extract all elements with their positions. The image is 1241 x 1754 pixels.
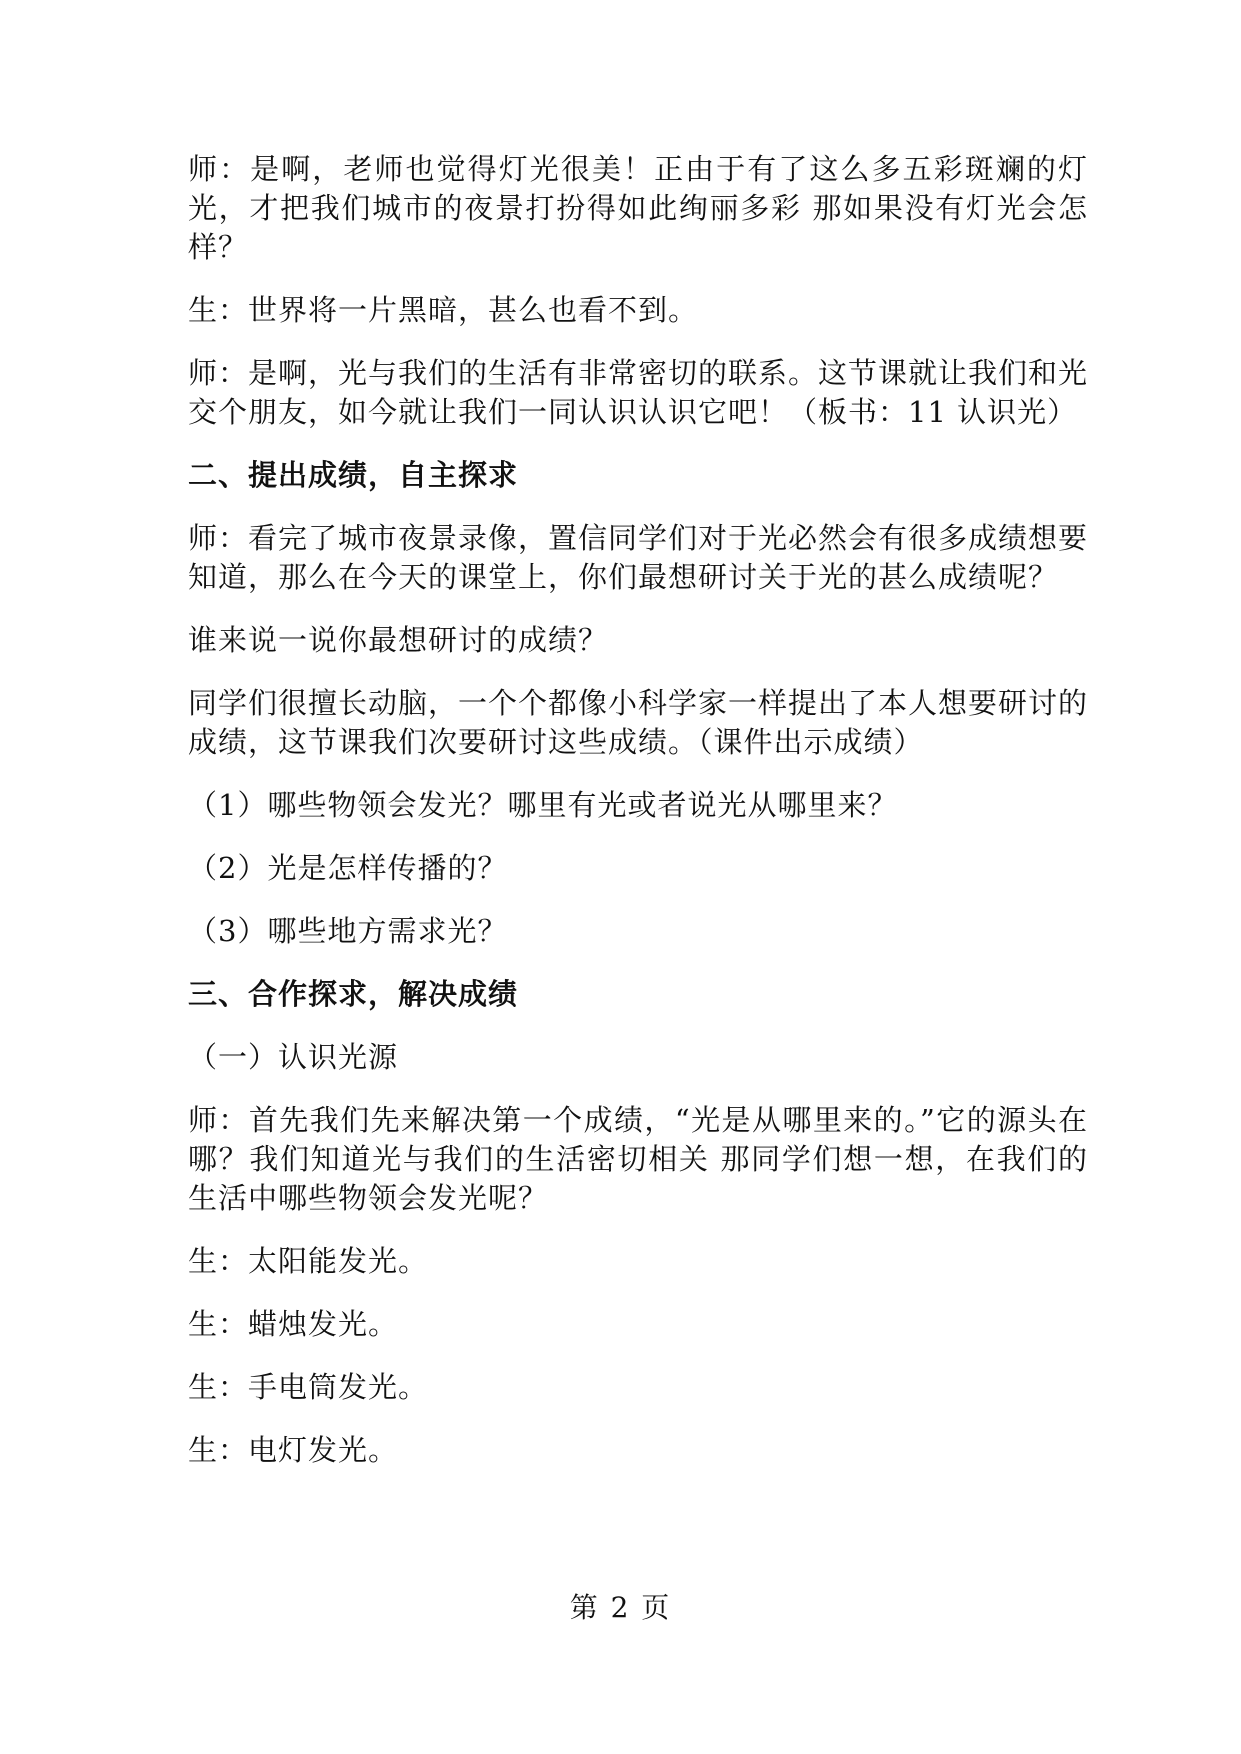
question-item: （2）光是怎样传播的？ [188, 851, 508, 885]
dialogue-student: 生：世界将一片黑暗，甚么也看不到。 [188, 293, 699, 327]
dialogue-student: 生：电灯发光。 [188, 1433, 399, 1467]
section-heading: 三、合作探求，解决成绩 [188, 977, 519, 1011]
body-paragraph: 谁来说一说你最想研讨的成绩？ [188, 623, 609, 657]
question-item: （3）哪些地方需求光？ [188, 914, 508, 948]
dialogue-teacher: 师：首先我们先来解决第一个成绩，“光是从哪里来的。”它的源头在哪？我们知道光与我们的生活密切相关 那同学们想一想，在我们的生活中哪些物领会发光呢？ [188, 1103, 1088, 1215]
dialogue-teacher: 师：是啊，光与我们的生活有非常密切的联系。这节课就让我们和光交个朋友，如今就让我们一同认识认识它吧！（板书：11 认识光） [188, 356, 1089, 429]
page-number: 第 2 页 [569, 1591, 672, 1624]
section-heading: 二、提出成绩，自主探求 [188, 458, 519, 492]
question-item: （1）哪些物领会发光？哪里有光或者说光从哪里来？ [188, 788, 898, 822]
document-body [188, 150, 1088, 1494]
subsection-title: （一）认识光源 [188, 1040, 399, 1074]
dialogue-teacher: 师：看完了城市夜景录像，置信同学们对于光必然会有很多成绩想要知道，那么在今天的课堂上，你们最想研讨关于光的甚么成绩呢？ [188, 521, 1089, 594]
dialogue-student: 生：太阳能发光。 [188, 1244, 429, 1278]
body-paragraph: 同学们很擅长动脑，一个个都像小科学家一样提出了本人想要研讨的成绩，这节课我们次要研讨这些成绩。（课件出示成绩） [188, 686, 1089, 759]
dialogue-student: 生：手电筒发光。 [188, 1370, 429, 1404]
dialogue-student: 生：蜡烛发光。 [188, 1307, 399, 1341]
dialogue-teacher: 师：是啊，老师也觉得灯光很美！正由于有了这么多五彩斑斓的灯光，才把我们城市的夜景打扮得如此绚丽多彩 那如果没有灯光会怎样？ [188, 152, 1088, 264]
